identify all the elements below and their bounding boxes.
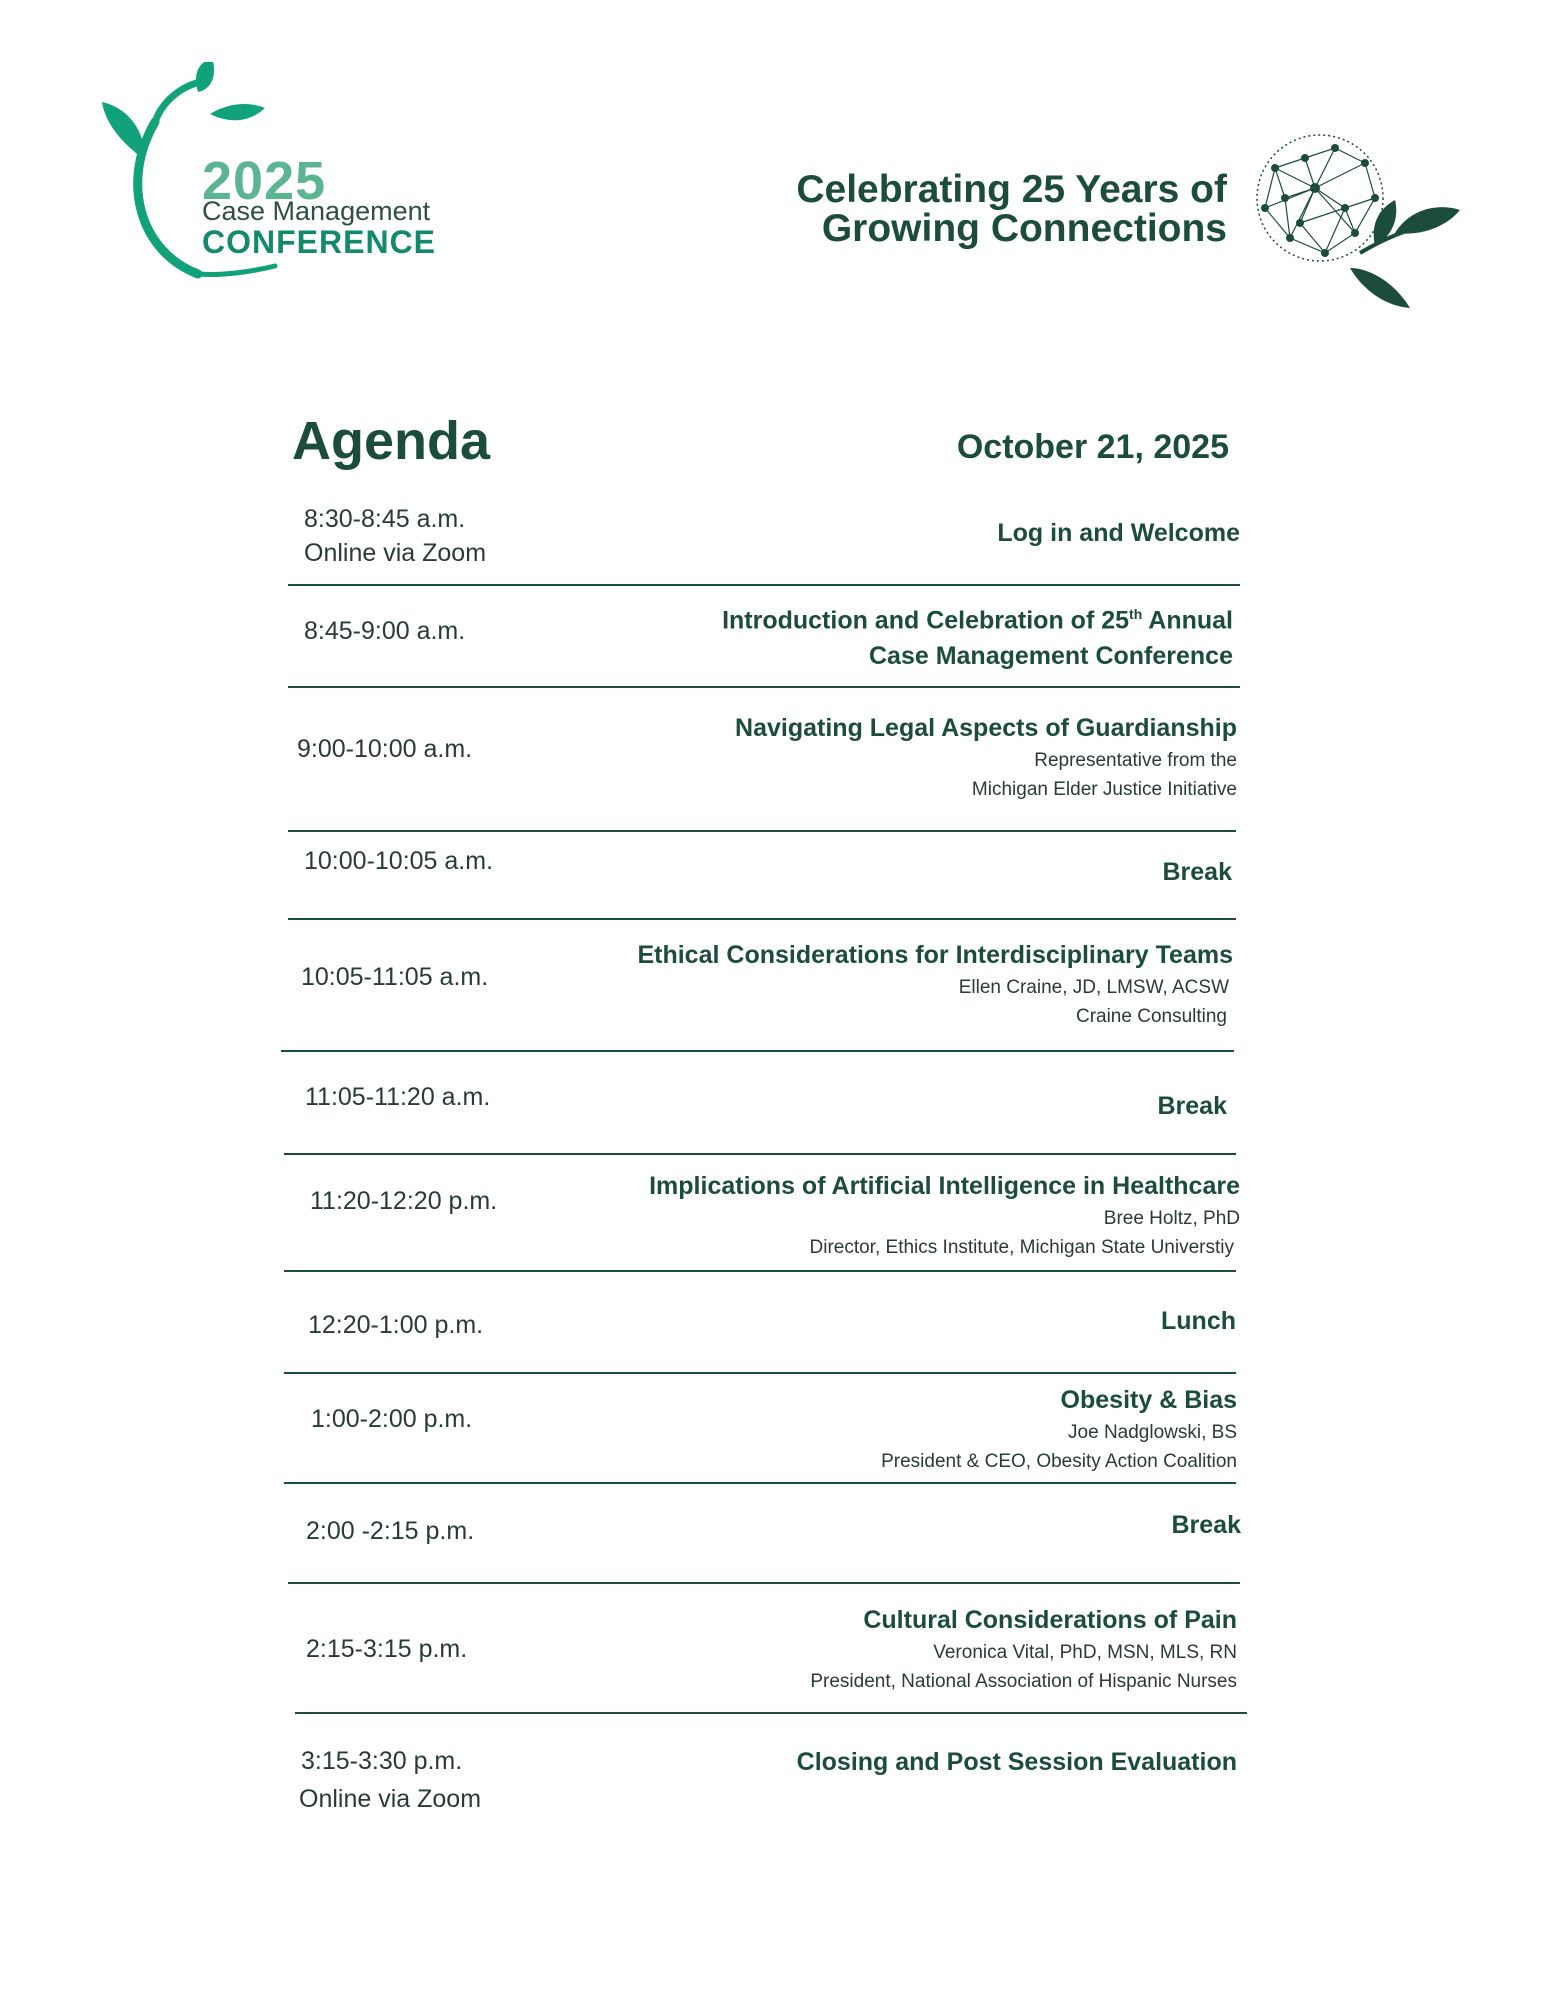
session-title: Closing and Post Session Evaluation	[796, 1748, 1237, 1776]
agenda-time: 12:20-1:00 p.m.	[308, 1311, 484, 1339]
tagline-line-2: Growing Connections	[821, 207, 1227, 250]
agenda-session	[637, 937, 1233, 1031]
session-title: Obesity & Bias	[1060, 1386, 1237, 1414]
agenda-session	[735, 710, 1237, 804]
session-speaker: Ellen Craine, JD, LMSW, ACSW	[958, 977, 1229, 998]
session-affiliation: Michigan Elder Justice Initiative	[971, 779, 1237, 800]
agenda-time: 8:45-9:00 a.m.	[304, 617, 466, 645]
session-title: Break	[1157, 1092, 1227, 1120]
session-title: Cultural Considerations of Pain	[863, 1606, 1237, 1634]
session-title: Log in and Welcome	[997, 519, 1240, 547]
agenda-session	[722, 596, 1233, 674]
divider	[281, 1050, 1234, 1052]
session-speaker: Bree Holtz, PhD	[1103, 1208, 1240, 1229]
agenda-time: 2:00 -2:15 p.m.	[306, 1517, 475, 1545]
divider	[288, 830, 1236, 832]
session-title: Implications of Artificial Intelligence in Healthcare	[649, 1172, 1240, 1200]
session-affiliation: President & CEO, Obesity Action Coalition	[881, 1451, 1237, 1472]
divider	[288, 584, 1240, 586]
divider	[284, 1270, 1236, 1272]
session-affiliation: President, National Association of Hispanic Nurses	[810, 1671, 1237, 1692]
agenda-session	[1172, 1507, 1242, 1543]
logo-year: 2025	[202, 151, 327, 211]
session-affiliation: Craine Consulting	[1075, 1006, 1227, 1027]
divider	[288, 918, 1236, 920]
agenda-time: 9:00-10:00 a.m.	[297, 735, 473, 763]
agenda-date: October 21, 2025	[956, 428, 1229, 466]
tagline	[796, 170, 1227, 248]
session-affiliation: Director, Ethics Institute, Michigan State Universtiy	[809, 1237, 1234, 1258]
session-title-line-2: Case Management Conference	[868, 642, 1233, 671]
session-speaker: Representative from the	[1034, 750, 1237, 771]
tagline-line-1: Celebrating 25 Years of	[796, 168, 1227, 211]
logo-conference: CONFERENCE	[202, 224, 437, 260]
session-title: Break	[1162, 858, 1232, 886]
divider	[288, 1582, 1240, 1584]
agenda-session	[797, 1744, 1237, 1780]
divider	[295, 1712, 1247, 1714]
session-title: Lunch	[1161, 1307, 1236, 1335]
agenda-session	[1163, 854, 1233, 890]
agenda-title: Agenda	[292, 411, 491, 471]
agenda-session	[1161, 1303, 1236, 1339]
network-globe-icon	[1255, 128, 1485, 318]
agenda-session	[810, 1602, 1237, 1696]
session-title: Ethical Considerations for Interdisciplinary Teams	[637, 941, 1233, 969]
agenda-time: 10:05-11:05 a.m.	[301, 963, 489, 991]
agenda-time: 3:15-3:30 p.m. Online via Zoom	[299, 1747, 482, 1813]
divider	[288, 686, 1240, 688]
agenda-time: 11:20-12:20 p.m.	[310, 1187, 498, 1215]
session-title: Navigating Legal Aspects of Guardianship	[735, 714, 1237, 742]
divider	[284, 1372, 1236, 1374]
agenda-session	[997, 515, 1240, 551]
agenda-session	[649, 1168, 1240, 1262]
divider	[284, 1482, 1236, 1484]
agenda-time: 1:00-2:00 p.m.	[311, 1405, 473, 1433]
conference-logo	[100, 62, 440, 282]
agenda-time: 2:15-3:15 p.m.	[306, 1635, 468, 1663]
agenda-time: 11:05-11:20 a.m.	[305, 1083, 491, 1111]
session-speaker: Veronica Vital, PhD, MSN, MLS, RN	[933, 1642, 1237, 1663]
agenda-time: 8:30-8:45 a.m. Online via Zoom	[304, 505, 487, 567]
session-speaker: Joe Nadglowski, BS	[1068, 1422, 1237, 1443]
session-title: Break	[1171, 1511, 1241, 1539]
session-title: Introduction and Celebration of 25th Annual	[722, 606, 1233, 635]
agenda-session	[881, 1382, 1237, 1476]
logo-subtitle: Case Management	[202, 196, 431, 226]
agenda-session	[1158, 1088, 1228, 1124]
divider	[284, 1153, 1236, 1155]
agenda-time: 10:00-10:05 a.m.	[304, 847, 494, 875]
